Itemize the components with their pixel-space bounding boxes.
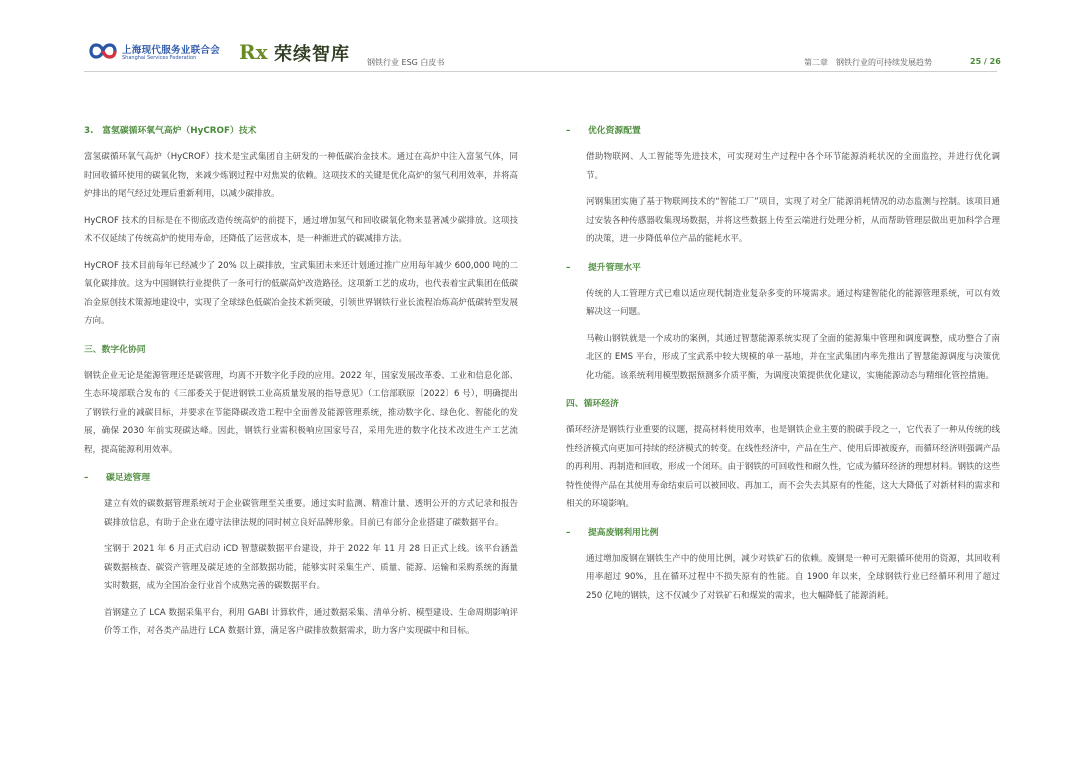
dash-marker: – — [84, 473, 89, 483]
subheading-scrap-steel — [566, 524, 1000, 542]
subheading-label: 提高废钢利用比例 — [588, 527, 659, 538]
subheading-carbon-footprint — [84, 469, 518, 487]
org2-name: 荣续智库 — [274, 44, 350, 65]
chapter-title: 第二章 钢铁行业的可持续发展趋势 — [804, 58, 932, 67]
dash-marker: – — [566, 262, 571, 273]
section-heading-digital: 三、数字化协同 — [84, 344, 146, 355]
subheading-management-level — [566, 259, 1000, 277]
org1-subtitle: Shanghai Services Federation — [122, 55, 197, 61]
paragraph: 建立有效的碳数据管理系统对于企业碳管理至关重要。通过实时监测、精准计量、透明公开的方式记录和报告碳排放信息，有助于企业在遵守法律法规的同时树立良好品牌形象。目前已有部分企业搭建了碳数据平台。 — [104, 499, 518, 528]
left-column — [84, 122, 518, 641]
right-column — [566, 122, 1000, 605]
paragraph: 宝钢于 2021 年 6 月正式启动 iCD 智慧碳数据平台建设，并于 2022 年 11 月 28 日正式上线。该平台涵盖碳数据核查、碳资产管理及碳足迹的全部数据功能，能够实时采集生产、质量、能源、运输和采购系统的海量实时数据，成为全国冶金行业首个成熟完善的碳数据平台。 — [104, 544, 518, 591]
paragraph: 首钢建立了 LCA 数据采集平台，利用 GABI 计算软件，通过数据采集、清单分析、模型建设、生命周期影响评价等工作，对各类产品进行 LCA 数据计算，满足客户碳排放数据需求，助力客户实现碳中和目标。 — [104, 607, 518, 636]
paragraph: 河钢集团实施了基于物联网技术的“智能工厂”项目，实现了对全厂能源消耗情况的动态监测与控制。该项目通过安装各种传感器收集现场数据，并将这些数据上传至云端进行处理分析，从而帮助管理层做出更加科学合理的决策，进一步降低单位产品的能耗水平。 — [586, 197, 1000, 244]
ssf-logo-icon — [88, 40, 118, 62]
paragraph: HyCROF 技术的目标是在不彻底改造传统高炉的前提下，通过增加氢气和回收碳氧化物来显著减少碳排放。这项技术不仅延续了传统高炉的使用寿命，还降低了运营成本，是一种渐进式的碳减排方法。 — [84, 215, 518, 244]
document-title: 钢铁行业 ESG 白皮书 — [367, 58, 445, 67]
page-header — [0, 0, 1080, 80]
rongxu-logo-icon — [238, 38, 268, 64]
paragraph: HyCROF 技术目前每年已经减少了 20% 以上碳排放，宝武集团未来还计划通过推广应用每年减少 600,000 吨的二氧化碳排放。这为中国钢铁行业提供了一条可行的低碳高炉改造路径。这项新工艺的成功，也代表着宝武集团在低碳冶金原创技术策源地建设中，实现了全球绿色低碳冶金技术新突破，引领世界钢铁行业长流程冶炼高炉低碳转型发展方向。 — [84, 260, 518, 326]
paragraph: 通过增加废钢在钢铁生产中的使用比例，减少对铁矿石的依赖。废钢是一种可无限循环使用的资源，其回收利用率超过 90%，且在循环过程中不损失原有的性能。自 1900 年以来，全球钢铁行业已经循环利用了超过 250 亿吨的钢铁，这不仅减少了对铁矿石和煤炭的需求，也大幅降低了能源消耗。 — [586, 553, 1000, 601]
section-heading-circular-economy: 四、循环经济 — [566, 399, 619, 409]
header-divider — [84, 71, 997, 72]
org1-name: 上海现代服务业联合会 — [122, 45, 221, 56]
paragraph: 钢铁企业无论是能源管理还是碳管理，均离不开数字化手段的应用。2022 年，国家发展改革委、工业和信息化部、生态环境部联合发布的《三部委关于促进钢铁工业高质量发展的指导意见》（工信部联原〔2022〕6 号），明确提出了钢铁行业的减碳目标，并要求在节能降碳改造工程中全面普及能源管理系统，推动数字化、绿色化、智能化的发展，确保 2030 年前实现碳达峰。因此，钢铁行业需积极响应国家号召，采用先进的数字化技术改进生产工艺流程，提高能源利用效率。 — [84, 370, 518, 455]
dash-marker: – — [566, 126, 571, 136]
page-number: 25 / 26 — [970, 57, 1001, 66]
paragraph: 传统的人工管理方式已难以适应现代制造业复杂多变的环境需求。通过构建智能化的能源管理系统，可以有效解决这一问题。 — [586, 288, 1000, 317]
subheading-label: 提升管理水平 — [588, 262, 641, 273]
section-heading-hycrof: 3. 富氢碳循环氧气高炉（HyCROF）技术 — [84, 126, 257, 136]
paragraph: 马鞍山钢铁就是一个成功的案例，其通过智慧能源系统实现了全面的能源集中管理和调度调整，成功整合了南北区的 EMS 平台，形成了宝武系中较大规模的单一基地，并在宝武集团内率先推出了智慧能源调度与决策优化功能。该系统利用模型数据预测多介质平衡，为调度决策提供优化建议，实施能源动态与精细化管控措施。 — [586, 333, 1000, 381]
dash-marker: – — [566, 527, 571, 538]
subheading-label: 碳足迹管理 — [106, 473, 150, 483]
paragraph: 借助物联网、人工智能等先进技术，可实现对生产过程中各个环节能源消耗状况的全面监控，并进行优化调节。 — [586, 152, 1000, 181]
paragraph: 富氢碳循环氧气高炉（HyCROF）技术是宝武集团自主研发的一种低碳冶金技术。通过在高炉中注入富氢气体，同时回收循环使用的碳氧化物，来减少炼钢过程中对焦炭的依赖。这项技术的关键是优化高炉的氢气利用效率，并将高炉排出的尾气经过处理后重新利用，以减少碳排放。 — [84, 152, 518, 199]
svg-text:Rx: Rx — [239, 40, 268, 64]
paragraph: 循环经济是钢铁行业重要的议题，提高材料使用效率，也是钢铁企业主要的脱碳手段之一，它代表了一种从传统的线性经济模式向更加可持续的经济模式的转变。在线性经济中，产品在生产、使用后即被废弃，而循环经济则强调产品的再利用、再制造和回收，形成一个闭环。由于钢铁的可回收性和耐久性，它成为循环经济的理想材料。钢铁的这些特性使得产品在其使用寿命结束后可以被回收、再加工，而不会失去其原有的性能，这大大降低了对新材料的需求和相关的环境影响。 — [566, 425, 1000, 509]
subheading-label: 优化资源配置 — [588, 126, 641, 136]
subheading-resource-allocation — [566, 122, 1000, 140]
